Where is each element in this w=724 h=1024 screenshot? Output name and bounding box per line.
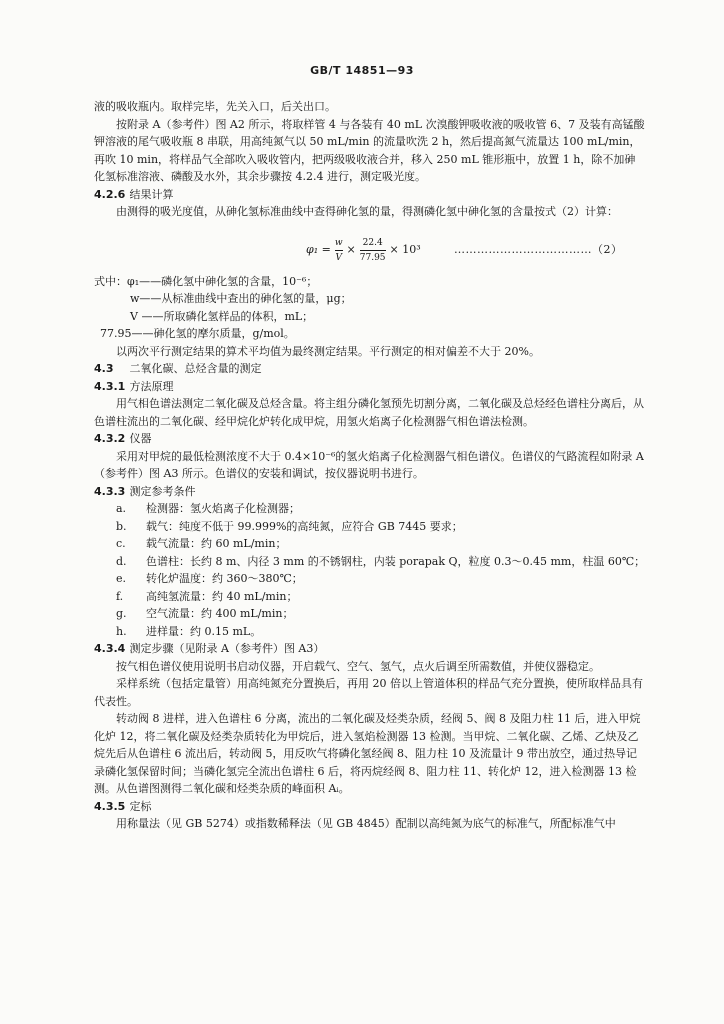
list-label: h.: [116, 624, 127, 638]
paragraph: 以两次平行测定结果的算术平均值为最终测定结果。平行测定的相对偏差不大于 20%。: [116, 344, 540, 358]
document-body: [94, 98, 646, 833]
list-text: 载气：纯度不低于 99.999%的高纯氮，应符合 GB 7445 要求；: [146, 519, 463, 533]
fraction-denominator: V: [335, 252, 342, 263]
formula-power: × 10³: [389, 243, 421, 257]
fraction-w-v: [335, 237, 343, 264]
paragraph: 由测得的吸光度值，从砷化氢标准曲线中查得砷化氢的量，得测磷化氢中砷化氢的含量按式（2）计算：: [116, 205, 618, 218]
paragraph: 采用对甲烷的最低检测浓度不大于 0.4×10⁻⁶的氢火焰离子化检测器气相色谱仪。色谱仪的气路流程如附录 A（参考件）图 A3 所示。色谱仪的安装和调试，按仪器说明书进行。: [94, 449, 644, 480]
section-heading: [94, 640, 646, 658]
conditions-list: [94, 500, 646, 640]
list-item: [94, 553, 646, 571]
paragraph: 采样系统（包括定量管）用高纯氮充分置换后，再用 20 倍以上管道体积的样品气充分置换，使所取样品具有代表性。: [94, 677, 643, 708]
section-heading: [94, 430, 646, 448]
fraction-numerator: 22.4: [362, 237, 383, 248]
section-title: 测定步骤（见附录 A（参考件）图 A3）: [129, 642, 325, 655]
page-header: GB/T 14851—93: [310, 64, 414, 77]
paragraph: 按附录 A（参考件）图 A2 所示，将取样管 4 与各装有 40 mL 次溴酸钾吸收液的吸收管 6、7 及装有高锰酸钾溶液的尾气吸收瓶 8 串联，用高纯氮气以 50 mL/min 的流量吹洗 2 h，然后提高氮气流量达 100 mL/min，再吹 10 min，将样品气全部吹入吸收管内，把两级吸收液合并，移入 250 mL 锥形瓶中，放置 1 h，除不加砷化氢标准溶液、磷酸及水外，其余步骤按 4.2.4 进行，测定吸光度。: [94, 117, 645, 183]
list-text: 载气流量：约 60 mL/min；: [146, 537, 287, 550]
list-item: [94, 605, 646, 623]
formula-number: ………………………………（2）: [454, 242, 623, 256]
list-text: 检测器：氢火焰离子化检测器；: [146, 502, 300, 515]
list-text: 高纯氢流量：约 40 mL/min；: [146, 589, 298, 603]
section-title: 方法原理: [129, 379, 174, 393]
definition: V ——所取磷化氢样品的体积，mL；: [130, 309, 314, 323]
list-label: d.: [116, 554, 127, 568]
definition: w——从标准曲线中查出的砷化氢的量，μg；: [130, 292, 352, 305]
list-item: [94, 518, 646, 536]
list-text: 转化炉温度：约 360～380℃；: [146, 572, 303, 585]
section-heading: [94, 378, 646, 396]
section-number: 4.3.4: [94, 642, 126, 655]
fraction-bar: [335, 250, 343, 251]
list-text: 空气流量：约 400 mL/min；: [146, 607, 294, 620]
fraction-constants: [360, 237, 386, 264]
section-number: 4.3: [94, 362, 114, 375]
section-title: 结果计算: [129, 187, 174, 201]
section-title: 二氧化碳、总烃含量的测定: [129, 362, 262, 375]
list-text: 进样量：约 0.15 mL。: [146, 624, 262, 638]
list-item: [94, 570, 646, 588]
list-item: [94, 500, 646, 518]
list-label: g.: [116, 607, 127, 620]
section-number: 4.3.5: [94, 799, 126, 813]
list-label: a.: [116, 502, 127, 515]
list-item: [94, 588, 646, 606]
fraction-numerator: w: [334, 237, 343, 248]
paragraph: 按气相色谱仪使用说明书启动仪器，开启载气、空气、氢气，点火后调至所需数值，并使仪器稳定。: [116, 659, 600, 673]
list-label: c.: [116, 537, 126, 550]
section-number: 4.3.2: [94, 432, 126, 445]
section-heading: [94, 360, 646, 378]
formula: [94, 227, 646, 271]
times-sign: ×: [346, 243, 356, 257]
section-title: 仪器: [129, 432, 152, 445]
section-title: 定标: [129, 799, 152, 813]
paragraph: 转动阀 8 进样，进入色谱柱 6 分离，流出的二氧化碳及烃类杂质，经阀 5、阀 8 及阻力柱 11 后，进入甲烷化炉 12，将二氧化碳及烃类杂质转化为甲烷后，进入氢焰检测器 13 检测。当甲烷、二氧化碳、乙烯、乙炔及乙烷先后从色谱柱 6 流出后，转动阀 5，用反吹气将磷化氢经阀 8、阻力柱 10 及流量计 9 带出放空，通过热导记录磷化氢保留时间；当磷化氢完全流出色谱柱 6 后，将丙烷经阀 8、阻力柱 11、转化炉 12，进入检测器 13 检测。从色谱图测得二氧化碳和烃类杂质的峰面积 Aᵢ。: [94, 712, 641, 795]
section-title: 测定参考条件: [129, 484, 196, 498]
fraction-denominator: 77.95: [359, 252, 386, 263]
list-text: 色谱柱：长约 8 m、内径 3 mm 的不锈钢柱，内装 porapak Q，粒度 0.3～0.45 mm，柱温 60℃；: [146, 554, 646, 568]
list-item: [94, 623, 646, 641]
formula-expression: [306, 237, 421, 264]
section-number: 4.2.6: [94, 187, 126, 201]
formula-lhs: φ₁ =: [306, 243, 331, 257]
list-label: f.: [116, 589, 124, 603]
fraction-bar: [360, 250, 386, 251]
section-heading: [94, 483, 646, 501]
paragraph: 用气相色谱法测定二氧化碳及总烃含量。将主组分磷化氢预先切割分离，二氧化碳及总烃经色谱柱分离后，从色谱柱流出的二氧化碳、经甲烷化炉转化成甲烷，用氢火焰离子化检测器气相色谱法检测。: [94, 397, 644, 428]
definition: 式中：φ₁——磷化氢中砷化氢的含量，10⁻⁶；: [94, 274, 318, 288]
list-label: e.: [116, 572, 127, 585]
list-item: [94, 535, 646, 553]
section-number: 4.3.1: [94, 379, 126, 393]
paragraph: 用称量法（见 GB 5274）或指数稀释法（见 GB 4845）配制以高纯氮为底气的标准气，所配标准气中: [116, 817, 616, 830]
section-number: 4.3.3: [94, 484, 126, 498]
paragraph: 液的吸收瓶内。取样完毕，先关入口，后关出口。: [94, 100, 336, 113]
section-heading: [94, 798, 646, 816]
list-label: b.: [116, 519, 127, 533]
variable-definitions: [94, 273, 646, 343]
definition: 77.95——砷化氢的摩尔质量，g/mol。: [100, 327, 295, 340]
section-heading: [94, 186, 646, 204]
